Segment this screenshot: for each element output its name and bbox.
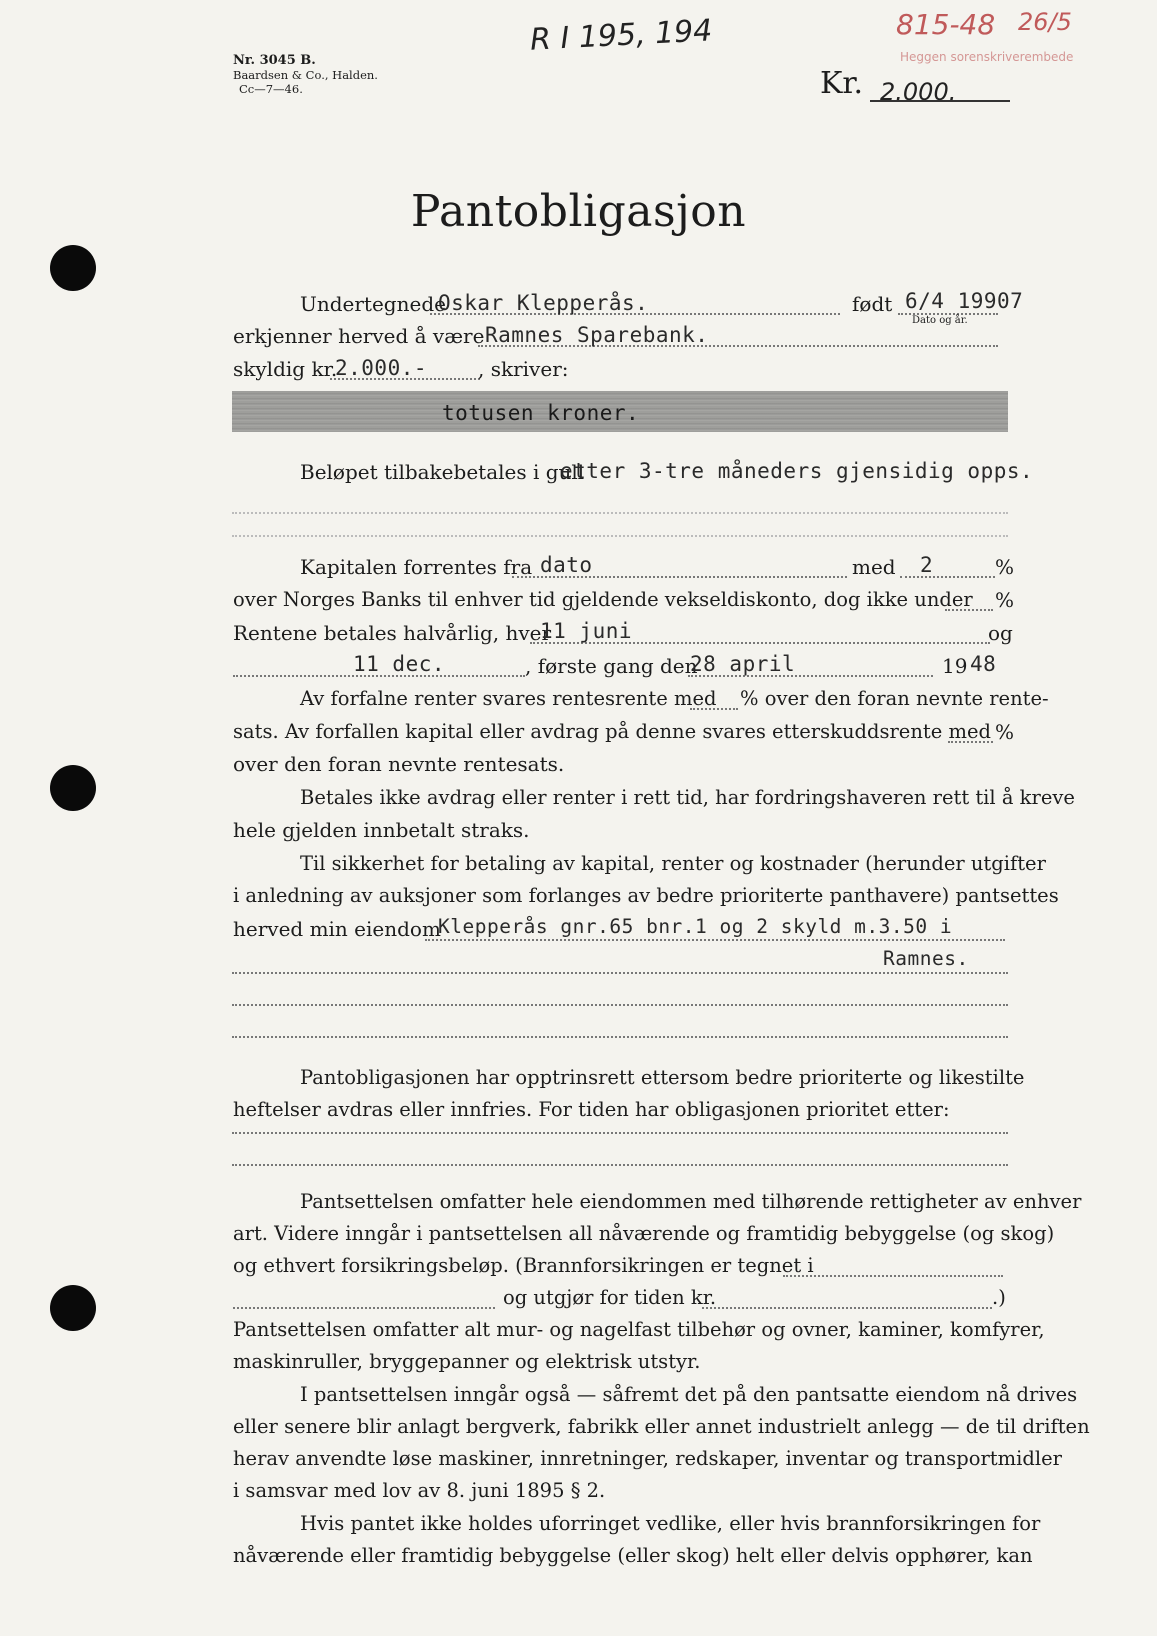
maintenance-line1: Hvis pantet ikke holdes uforringet vedlike, eller hvis brannforsikringen for — [300, 1512, 1041, 1535]
security-line3-label: herved min eiendom — [233, 917, 441, 941]
scope-line1: Pantsettelsen omfatter hele eiendommen med tilhørende rettigheter av enhver — [300, 1190, 1082, 1213]
interest-og: og — [988, 621, 1013, 645]
property-dots-3 — [232, 1004, 1008, 1006]
form-code: Cc—7—46. — [239, 82, 303, 96]
first-date: 11 juni — [540, 619, 633, 643]
security-line1: Til sikkerhet for betaling av kapital, renter og kostnader (herunder utgifter — [300, 852, 1046, 875]
insurance-dots — [783, 1275, 1003, 1277]
interest-from-label: Kapitalen forrentes fra — [300, 555, 533, 579]
min-rate-percent: % — [995, 588, 1015, 612]
creditor-name: Ramnes Sparebank. — [485, 323, 709, 347]
maintenance-line2: nåværende eller framtidig bebyggelse (eller skog) helt eller delvis opphører, kan — [233, 1544, 1033, 1567]
interest-med: med — [852, 555, 896, 579]
min-rate-dots — [945, 609, 993, 611]
debtor-label: Undertegnede — [300, 292, 446, 316]
year-prefix: 19 — [942, 654, 968, 678]
security-line2: i anledning av auksjoner som forlanges av bedre prioriterte panthavere) pantsettes — [233, 884, 1059, 907]
first-time-value: 28 april — [690, 652, 796, 676]
repayment-label: Beløpet tilbakebetales i gull — [300, 460, 585, 484]
top-right-number: 815-48 — [896, 8, 996, 41]
default-line1: Betales ikke avdrag eller renter i rett tid, har fordringshaveren rett til å kreve — [300, 786, 1075, 809]
etterskudd-percent: % — [995, 720, 1015, 744]
scope-line5: Pantsettelsen omfatter alt mur- og nagelfast tilbehør og ovner, kaminer, komfyrer, — [233, 1318, 1045, 1341]
repayment-dots-1 — [232, 512, 1008, 514]
punch-hole — [50, 1285, 96, 1331]
rentesrente-dots — [690, 708, 738, 710]
priority-line2: heftelser avdras eller innfries. For tiden har obligasjonen prioritet etter: — [233, 1098, 950, 1121]
etterskudd-dots — [948, 741, 993, 743]
stamp-text: Heggen sorenskriverembede — [900, 50, 1074, 64]
publisher-imprint — [233, 54, 378, 96]
amount-value: 2.000. — [880, 78, 957, 106]
property-dots-4 — [232, 1036, 1008, 1038]
priority-dots-1 — [232, 1132, 1008, 1134]
interest-from-value: dato — [540, 553, 593, 577]
interest-line5: Av forfalne renter svares rentesrente med — [300, 687, 717, 710]
repayment-dots-2 — [232, 535, 1008, 537]
first-time-label: , første gang den — [525, 654, 698, 678]
interest-line2: over Norges Banks til enhver tid gjeldende vekseldiskonto, dog ikke under — [233, 588, 973, 611]
handwritten-reference: R I 195, 194 — [529, 13, 714, 58]
page-title: Pantobligasjon — [410, 186, 747, 237]
industrial-line2: eller senere blir anlagt bergverk, fabrikk eller annet industrielt anlegg — de til driften — [233, 1415, 1090, 1438]
born-value: 6/4 19907 — [905, 289, 1024, 313]
creditor-label: erkjenner herved å være — [233, 324, 485, 348]
interest-line7: over den foran nevnte rentesats. — [233, 752, 565, 776]
scope-line2: art. Videre inngår i pantsettelsen all nåværende og framtidig bebyggelse (og skog) — [233, 1222, 1055, 1245]
amount-label: Kr. — [820, 66, 863, 101]
property: Klepperås gnr.65 bnr.1 og 2 skyld m.3.50 i — [438, 915, 953, 938]
insurance-dots-2 — [233, 1307, 495, 1309]
sum-after: , skriver: — [478, 357, 569, 381]
priority-dots-2 — [232, 1164, 1008, 1166]
rate-percent: % — [995, 555, 1015, 579]
scope-line4: og utgjør for tiden kr. — [503, 1286, 717, 1309]
amount-in-words: totusen kroner. — [442, 401, 640, 425]
form-number: Nr. 3045 B. — [233, 53, 316, 68]
industrial-line4: i samsvar med lov av 8. juni 1895 § 2. — [233, 1479, 606, 1502]
industrial-line3: herav anvendte løse maskiner, innretninger, redskaper, inventar og transportmidler — [233, 1447, 1062, 1470]
top-right-date: 26/5 — [1018, 8, 1072, 36]
industrial-line1: I pantsettelsen inngår også — såfremt det på den pantsatte eiendom nå drives — [300, 1383, 1078, 1406]
scope-line4-end: .) — [992, 1286, 1006, 1309]
interest-line3: Rentene betales halvårlig, hver — [233, 621, 552, 645]
amount-underline — [870, 100, 1010, 102]
amount-in-words-band — [232, 391, 1008, 432]
property-dots-2 — [232, 972, 1008, 974]
interest-rate: 2 — [920, 553, 934, 577]
sum-value: 2.000.- — [335, 356, 428, 380]
default-line2: hele gjelden innbetalt straks. — [233, 818, 530, 842]
scope-line3: og ethvert forsikringsbeløp. (Brannforsikringen er tegnet i — [233, 1254, 814, 1277]
interest-line5-tail: % over den foran nevnte rente- — [740, 687, 1049, 710]
punch-hole — [50, 765, 96, 811]
debtor-name: Oskar Klepperås. — [438, 291, 649, 315]
born-caption: Dato og år. — [912, 315, 968, 326]
sum-label: skyldig kr. — [233, 357, 338, 381]
punch-hole — [50, 245, 96, 291]
year-suffix: 48 — [970, 652, 997, 676]
interest-line6: sats. Av forfallen kapital eller avdrag på denne svares etterskuddsrente med — [233, 720, 991, 743]
rate-dots — [900, 576, 995, 578]
scope-line6: maskinruller, bryggepanner og elektrisk utstyr. — [233, 1350, 701, 1373]
repayment-value: etter 3-tre måneders gjensidig opps. — [560, 459, 1034, 483]
insurance-amount-dots — [702, 1307, 992, 1309]
second-date: 11 dec. — [353, 652, 446, 676]
property-dots — [425, 939, 1005, 941]
property-cont: Ramnes. — [883, 947, 969, 970]
born-label: født — [852, 292, 893, 316]
printer-name: Baardsen & Co., Halden. — [233, 68, 378, 82]
priority-line1: Pantobligasjonen har opptrinsrett ettersom bedre prioriterte og likestilte — [300, 1066, 1025, 1089]
